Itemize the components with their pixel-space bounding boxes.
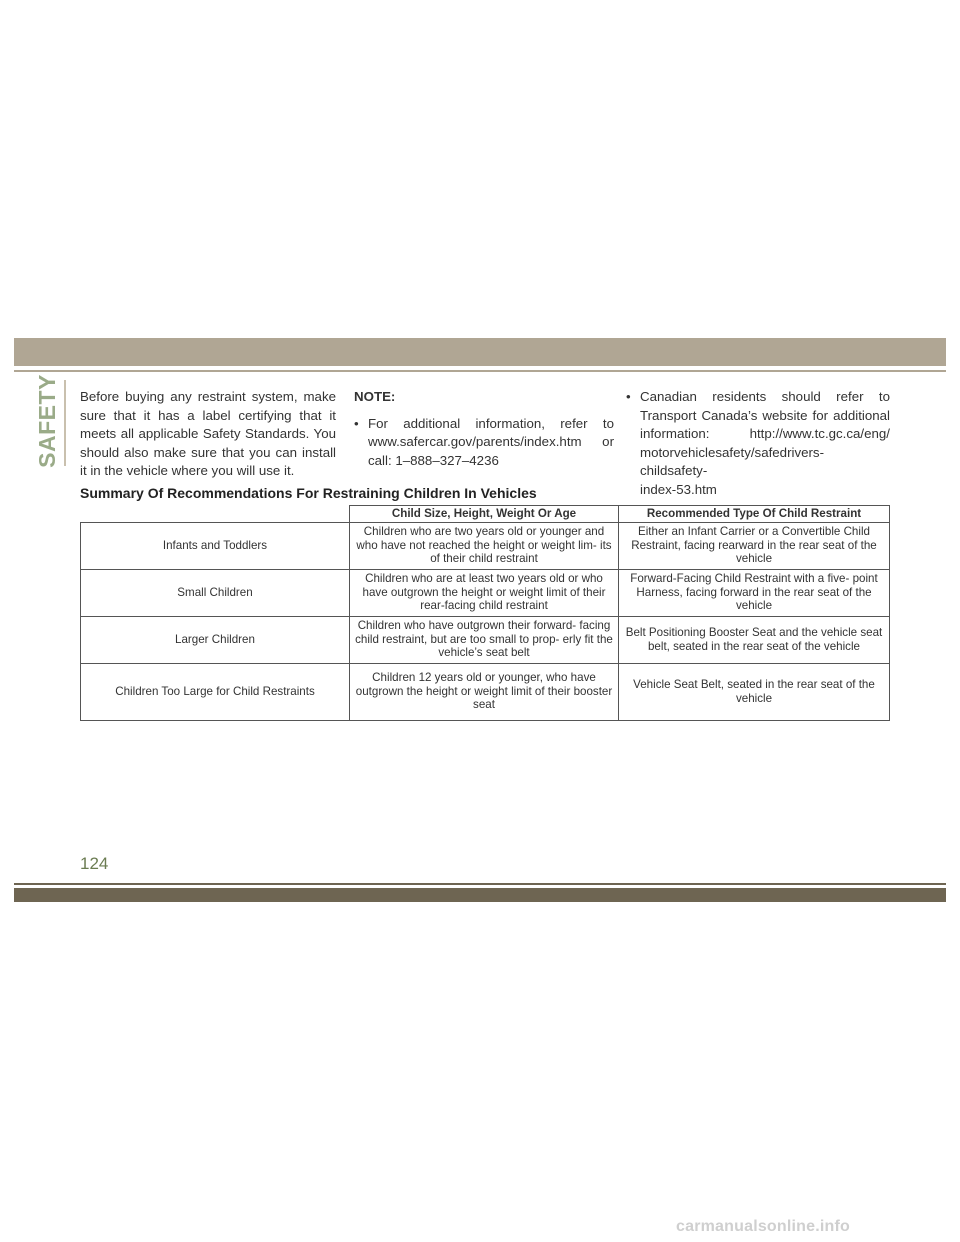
page-number: 124 — [80, 854, 109, 873]
watermark: carmanualsonline.info — [676, 1218, 851, 1235]
intro-paragraph: Before buying any restraint system, make sure that it has a label certifying that it meets all applicable Safety Standards. You should also make sure that you can install it in the vehicle where you will use it. — [80, 389, 336, 479]
table-cell: Belt Positioning Booster Seat and the vehicle seat belt, seated in the rear seat of the vehicle — [619, 616, 890, 663]
footer-rule — [14, 883, 946, 885]
table-row — [81, 522, 890, 569]
table-cell: Larger Children — [81, 616, 350, 663]
header-band — [14, 338, 946, 366]
table-row — [81, 569, 890, 616]
table-cell: Children 12 years old or younger, who have outgrown the height or weight limit of their booster seat — [350, 663, 619, 720]
table-header-cell — [81, 506, 350, 523]
note-bullet-text: For additional information, refer to www.safercar.gov/parents/index.htm or — [368, 415, 614, 450]
bullet-icon: • — [354, 415, 359, 431]
note-bullet — [354, 415, 614, 471]
table-cell: Infants and Toddlers — [81, 522, 350, 569]
header-rule — [14, 370, 946, 372]
table-header-row — [81, 506, 890, 523]
canada-bullet-text: Canadian residents should refer to Transport Canada’s website for additional information: http://www.tc.gc.ca/eng/ motorvehiclesafety/safedrivers-childsafety- — [640, 389, 890, 479]
bullet-icon: • — [626, 389, 631, 404]
recommendations-table — [80, 505, 890, 721]
table-title: Summary Of Recommendations For Restraining Children In Vehicles — [80, 485, 537, 501]
canada-column — [626, 388, 890, 500]
table-header-cell: Recommended Type Of Child Restraint — [619, 506, 890, 523]
table-row — [81, 616, 890, 663]
table-cell: Children who are at least two years old or who have outgrown the height or weight limit of their rear-facing child restraint — [350, 569, 619, 616]
table-cell: Children who have outgrown their forward- facing child restraint, but are too small to prop- erly fit the vehicle’s seat belt — [350, 616, 619, 663]
section-tab-rule — [64, 380, 66, 466]
table-row — [81, 663, 890, 720]
table-cell: Children who are two years old or younger and who have not reached the height or weight lim- its of their child restraint — [350, 522, 619, 569]
note-heading: NOTE: — [354, 389, 396, 404]
table-cell: Forward-Facing Child Restraint with a five- point Harness, facing forward in the rear seat of the vehicle — [619, 569, 890, 616]
table-header-cell: Child Size, Height, Weight Or Age — [350, 506, 619, 523]
section-tab — [30, 376, 64, 466]
note-bullet-phone: call: 1–888–327–4236 — [368, 452, 499, 468]
table-cell: Either an Infant Carrier or a Convertible Child Restraint, facing rearward in the rear seat of the vehicle — [619, 522, 890, 569]
table-cell: Vehicle Seat Belt, seated in the rear seat of the vehicle — [619, 663, 890, 720]
table-cell: Children Too Large for Child Restraints — [81, 663, 350, 720]
footer-band — [14, 888, 946, 902]
note-column — [354, 388, 614, 470]
section-tab-label: SAFETY — [33, 374, 60, 468]
canada-bullet — [626, 388, 890, 500]
table-cell: Small Children — [81, 569, 350, 616]
canada-bullet-link-end: index-53.htm — [640, 481, 717, 497]
